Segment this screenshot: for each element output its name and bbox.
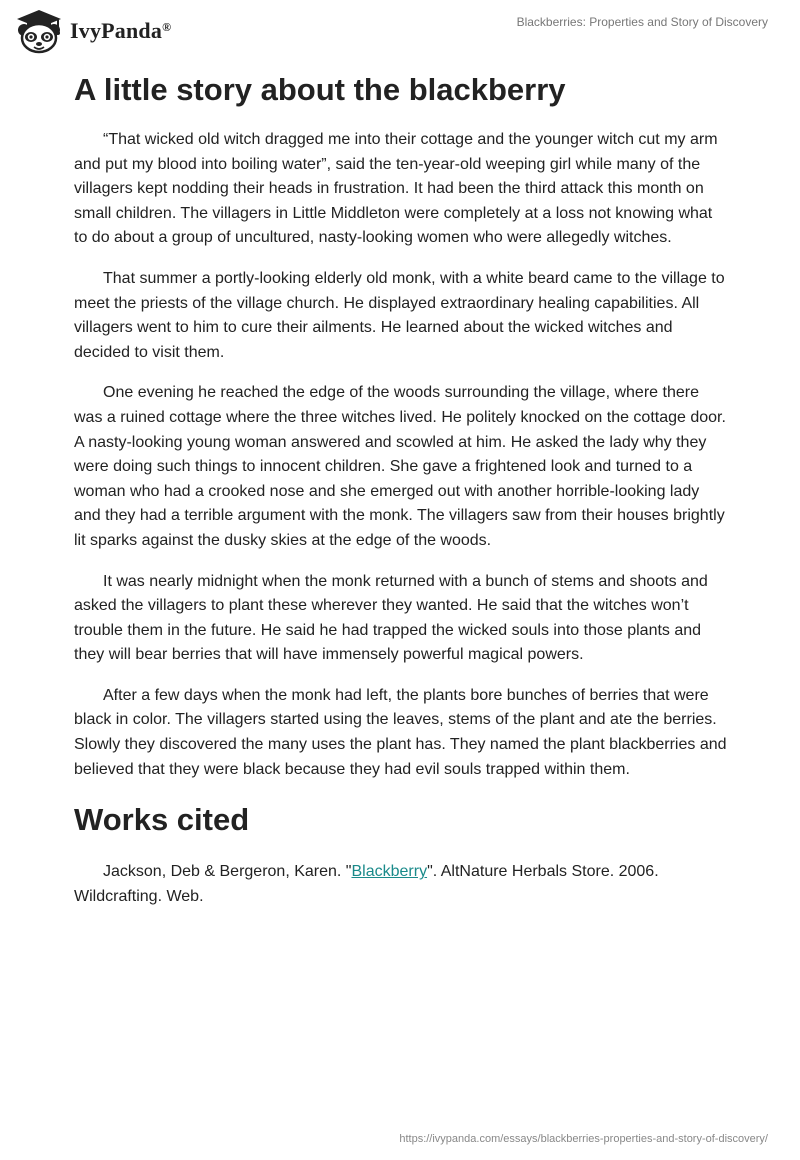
story-paragraph: That summer a portly-looking elderly old monk, with a white beard came to the village to meet the priests of the village church. He displayed extraordinary healing capabilities. All villagers went to him to cure their ailments. He learned about the wicked witches and decided to visit them. bbox=[74, 269, 725, 361]
footer-url: https://ivypanda.com/essays/blackberries-properties-and-story-of-discovery/ bbox=[399, 1133, 768, 1145]
ivypanda-logo[interactable] bbox=[14, 8, 171, 54]
brand-name: IvyPanda® bbox=[70, 18, 172, 43]
story-paragraph: One evening he reached the edge of the woods surrounding the village, where there was a ruined cottage where the three witches lived. He politely knocked on the cottage door. A nasty-looking young woman answered and scowled at him. He asked the lady why they were doing such things to innocent children. She gave a frightened look and turned to a woman who had a crooked nose and she emerged out with another horrible-looking lady and they had a terrible argument with the monk. The villagers saw from their houses brightly lit sparks against the dusky skies at the edge of the woods. bbox=[74, 384, 726, 549]
citation-source: ". AltNature Herbals Store. 2006. Wildcrafting. Web. bbox=[74, 863, 659, 905]
article-content bbox=[74, 70, 729, 909]
story-paragraph: It was nearly midnight when the monk returned with a bunch of stems and shoots and asked the villagers to plant these wherever they wanted. He said that the witches won’t trouble them in the future. He said he had trapped the wicked souls into those plants and they will bear berries that will have immensely powerful magical powers. bbox=[74, 572, 708, 664]
story-heading: A little story about the blackberry bbox=[74, 72, 566, 107]
story-paragraph: After a few days when the monk had left, the plants bore bunches of berries that were black in color. The villagers started using the leaves, stems of the plant and ate the berries. Slowly they discovered the many uses the plant has. They named the plant blackberries and believed that they were black because they had evil souls trapped within them. bbox=[74, 686, 727, 778]
panda-graduation-icon bbox=[14, 8, 64, 54]
document-title: Blackberries: Properties and Story of Discovery bbox=[516, 15, 768, 29]
works-cited-heading: Works cited bbox=[74, 802, 250, 838]
story-paragraph: “That wicked old witch dragged me into their cottage and the younger witch cut my arm and put my blood into boiling water”, said the ten-year-old weeping girl while many of the villagers kept nodding their heads in frustration. It had been the third attack this month on small children. The villagers in Little Middleton were completely at a loss not knowing what to do about a group of uncultured, nasty-looking women who were allegedly witches. bbox=[74, 131, 718, 247]
citation-authors: Jackson, Deb & Bergeron, Karen. " bbox=[103, 863, 352, 881]
citation-entry bbox=[74, 860, 729, 909]
citation-link[interactable]: Blackberry bbox=[351, 863, 428, 881]
